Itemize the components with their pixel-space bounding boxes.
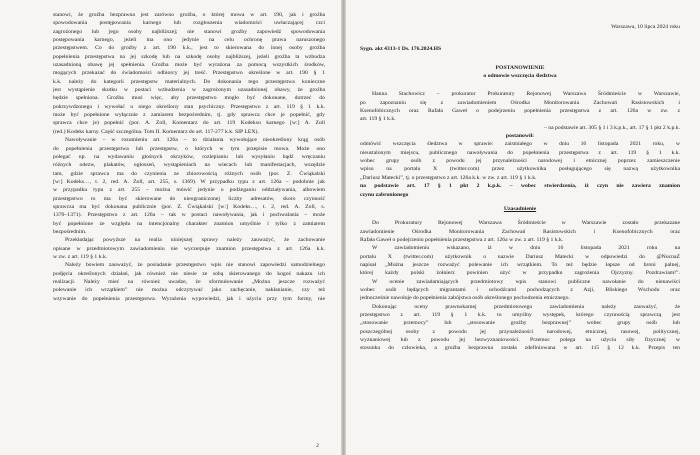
text-line: może być popełnione wyłącznie z zamiarem bezpośrednim, tj. gdy sprawca chce je popełnić, gdy bbox=[53, 112, 325, 119]
decision-label: postanowił: bbox=[505, 133, 535, 140]
text-line: nieustalonym miejscu, publicznego nawoływania do popełnienia przestępstwa z art. 119 § 1 k.k. bbox=[360, 149, 680, 156]
text-line: przestępstwo z art. 119 § 1 k.k. to umyślny występek, którego czynnością sprawczą jest bbox=[360, 311, 680, 318]
text-line: napisał „Można jeszcze rozważyć polewanie ich wrzątkiem. To też będzie łapsze od broni palnej, bbox=[360, 261, 680, 268]
text-line: k.k. należy do kategorii przestępstw materialnych. Do dokonania tego przestępstwa konieczne bbox=[53, 78, 325, 85]
text-line: W zawiadomieniu wskazano, iż w dniu 16 listopada 2021 roku na bbox=[372, 245, 680, 252]
text-line: pokrzywdzonego i wywołać u niego określony stan psychiczny. Przestępstwo z art. 119 § 1 k.k. bbox=[53, 103, 325, 110]
text-line: w przypadku typu z art. 255 – można mówić jedynie o podżeganiu oddziaływania, albowiem bbox=[53, 187, 325, 194]
text-line: mogących przekazać do świadomości odbiorcy jej treść. Przestępstwo określone w art. 190 § 1 bbox=[53, 70, 325, 77]
document-date: Warszawa, 10 lipca 2024 roku bbox=[611, 24, 680, 30]
text-line: [w:] Kodeks…, t. 2, red. A. Zoll, art. 255, s. 1369). W przypadku typu z art. 126a – podobnie jak bbox=[53, 178, 325, 185]
text-line: W ocenie zawiadamiających przedmiotowy wpis stanowi publiczne nawołanie do nienawiści bbox=[372, 278, 680, 285]
text-line: wyznaniowej lub z powodu jej bezwyznaniowości. Przemoc polega na użyciu siły fizycznej w bbox=[360, 337, 680, 343]
text-line: polegać np. na wydawaniu głośnych okrzyków, rozlepianiu lub wysyłaniu bądź wręczaniu bbox=[53, 153, 325, 160]
text-line: w zw. z art. 119 § 1 k.k. bbox=[53, 253, 108, 260]
text-line: różnych odezw, plakatów, ogłoszeń, wystąpieniach na wiecach lub manifestacjach, wszędzie bbox=[53, 162, 325, 169]
left-page-text bbox=[53, 11, 325, 303]
page-number: 2 bbox=[316, 443, 319, 449]
text-line: – na podstawie art. 305 § 1 i 3 k.p.k., art. 17 § 1 pkt 2 k.p.k. bbox=[543, 124, 680, 131]
text-line: jednocześnie nawołuje do popełnienia zabójstwa osób określonego pochodzenia etnicznego. bbox=[360, 295, 570, 302]
text-line: czynu zabronionego bbox=[360, 191, 409, 198]
case-number: Sygn. akt 4313-1 Ds. 176.2024.HS bbox=[360, 46, 442, 53]
text-line: spowodowania postępowania karnego lub rozgłoszenia wiadomości uwłaczającej czci bbox=[53, 20, 325, 27]
text-line: zagrożonego lub jego osoby najbliższej; nie stanowi groźby zapowiedź spowodowania bbox=[53, 28, 325, 35]
justification-label: Uzasadnienie bbox=[503, 205, 537, 212]
text-line: Należy bowiem zauważyć, że posiadanie przestępstwo wpis nie stanowi zapowiedzi samodzielnego bbox=[65, 262, 325, 269]
text-line: (red.) Kodeks karny. Część szczególna. Tom II. Komentarz do art. 117-277 k.k. SIP LEX). bbox=[53, 128, 259, 135]
text-line: stanowi, że groźba bezprawna jest zarówno groźba, o której mowa w art. 190, jak i groźba bbox=[53, 12, 325, 18]
document-subtitle: o odmowie wszczęcia śledztwa bbox=[483, 73, 557, 80]
text-line: uzasadnioną obawę jej spełnienia. Groźba może być wyrażona za pomocą wszystkich środków, bbox=[53, 62, 325, 69]
text-line: Nawoływanie – w rozumieniu art. 126a – to działania wywołujące nieokreślony krąg osób bbox=[65, 137, 325, 144]
text-line: wzywanie do popełnienia przestępstwa. Wyrażenia wypowiedzi, jak i użyciu przy tym formy, nie bbox=[53, 295, 325, 302]
text-line: polewanie ich wrzątkiem” nie można odczytywać jako zachęcanie, nakłanianie, czy też bbox=[53, 287, 325, 294]
text-line: odmówić wszczęcia śledztwa w sprawie: zaistniałego w dniu 16 listopada 2021 roku, w bbox=[360, 141, 680, 148]
text-line: zawiadomienie Ośrodka Monitorowania Zachowań Rasistowskich i Ksenofobicznych oraz bbox=[360, 228, 680, 235]
text-line: Do Prokuratury Rejonowej Warszawa Śródmieście w Warszawie zostało przekazane bbox=[372, 220, 680, 227]
text-line: Dokonując oceny prawnokarnej przedmiotowego zawiadomienia należy zauważyć, że bbox=[372, 303, 680, 310]
text-line: stosunku do człowieka, a groźba bezprawna została zdefiniowana w art. 115 § 12 k.k. Przepis ten bbox=[360, 345, 680, 352]
text-line: będzie spełniona. Groźba musi więc, aby przestępstwo mogło być dokonane, dotrzeć do bbox=[53, 95, 325, 102]
text-line: „Dariusz Matecki”, tj. o przestępstwo z art. 126a k.k. w zw. z art. 119 § 1 k.k. bbox=[360, 174, 537, 181]
right-page bbox=[346, 0, 700, 455]
text-line: wpisu na portalu X (twitter.com) przez użytkownika posługującego się nazwą użytkownika bbox=[360, 166, 680, 173]
text-line: „stosowanie przemocy” lub „stosowanie groźby bezprawnej” wobec grupy osób lub bbox=[360, 320, 680, 327]
text-line: art. 119 § 1 k.k. bbox=[360, 116, 396, 123]
text-line: Hanna Stachowicz – prokurator Prokuratury Rejonowej Warszawa Śródmieście w Warszawie, bbox=[372, 91, 680, 98]
text-line: przestępstwem. Co do groźby z art. 190 k.k., jest to skierowana do innej osoby groźba bbox=[53, 45, 325, 52]
text-line: po zapoznaniu się z zawiadomieniem Ośrodka Monitorowania Zachowań Rasistowskich i bbox=[360, 99, 680, 106]
text-line: postępowania karnego, jeżeli ma ono jedynie na celu ochronę prawa naruszonego bbox=[53, 37, 325, 44]
text-line: sprawcza ma być dokonana publicznie (por. Z. Ćwiąkalski [w:] Kodeks…, t. 2, red. A. Zoll, s. bbox=[53, 203, 325, 210]
text-line: bezpośrednim. bbox=[53, 228, 87, 235]
intro-paragraph bbox=[360, 90, 680, 132]
text-line: której każdy polski żołnierz powinien użyć w przypadku zagrożenia Ojczyzny. Pozdrawiam!”. bbox=[360, 270, 680, 277]
decision-paragraph bbox=[360, 140, 680, 198]
text-line: jest wystąpienie skutku w postaci wzbudzenia w zagrożonym uzasadnionej obawy, że groźba bbox=[53, 87, 325, 94]
text-line: Rafała Gaweł o podejrzeniu popełnienia przestępstwa z art. 126a w zw. z art. 119 § 1 k.k. bbox=[360, 236, 564, 243]
text-line: Ksenofobicznych oraz Rafała Gaweł o podejrzeniu popełnienia przestępstwa z art. 126a w zw. z bbox=[360, 108, 680, 115]
left-page bbox=[0, 0, 341, 455]
text-line: sprawca chce je) popełnić (por. A. Zoll, Komentarz do art. 119 Kodeksu karnego [w:] A. Zoll bbox=[53, 120, 325, 127]
text-line: tam, gdzie sprawca ma do czynienia ze zbiorowością różnych osób (por. Z. Ćwiąkalski bbox=[53, 170, 325, 177]
justification-paragraph bbox=[360, 219, 680, 353]
document-title: POSTANOWIENIE bbox=[495, 64, 545, 71]
text-line: do popełnienia przestępstwa lub przestępstw, o których w tym przepisie mowa. Może ono bbox=[53, 145, 325, 152]
text-line: opisane w przedmiotowym zawiadomieniu nie wyczerpuje znamion przestępstwa z art. 126a k.k. bbox=[53, 245, 325, 252]
text-line: popełnienia przestępstwa na jej szkodę lub na szkodę osoby najbliższej, jeżeli groźba ta wzbudza bbox=[53, 53, 325, 60]
text-line: podjęcia określonych działań, jak również nie niesie ze sobą skierowanego do kogoś nakazu ich bbox=[53, 270, 325, 277]
text-line: wobec grupy osób z powodu jej przynależności narodowej i etnicznej poprzez zamieszczenie bbox=[360, 158, 680, 165]
text-line: realizacji. Należy mieć na również uwadze, że sformułowanie „Można jeszcze rozważyć bbox=[53, 279, 325, 285]
text-line: wobec osób będących migrantami i uchodźcami pochodzących z Azji, Bliskiego Wschodu oraz bbox=[360, 286, 680, 293]
text-line: Przekładając powyższe na realia niniejszej sprawy należy zauważyć, że zachowanie bbox=[65, 237, 325, 244]
text-line: być popełnione ze względu na intencjonalny charakter znamion umyślnie i tylko z zamiarem bbox=[53, 220, 325, 227]
text-line: poszczególnej osoby z powodu jej przynależności narodowej, etnicznej, rasowej, politycznej, bbox=[360, 328, 680, 335]
text-line: przestępstwo to ma być skierowane do nieograniczonej liczby adresatów, skoro czynność bbox=[53, 195, 325, 202]
text-line: 1370–1371). Przestępstwo z art. 126a – tak w postaci nawoływania, jak i pochwalania – może bbox=[53, 212, 325, 219]
text-line: na podstawie art. 17 § 1 pkt 2 k.p.k. – wobec stwierdzenia, iż czyn nie zawiera znamion bbox=[360, 183, 680, 190]
text-line: portalu X (twitter.com) użytkownik o nazwie Dariusz Matecki w odpowiedzi do @NocnaZ bbox=[360, 253, 680, 260]
